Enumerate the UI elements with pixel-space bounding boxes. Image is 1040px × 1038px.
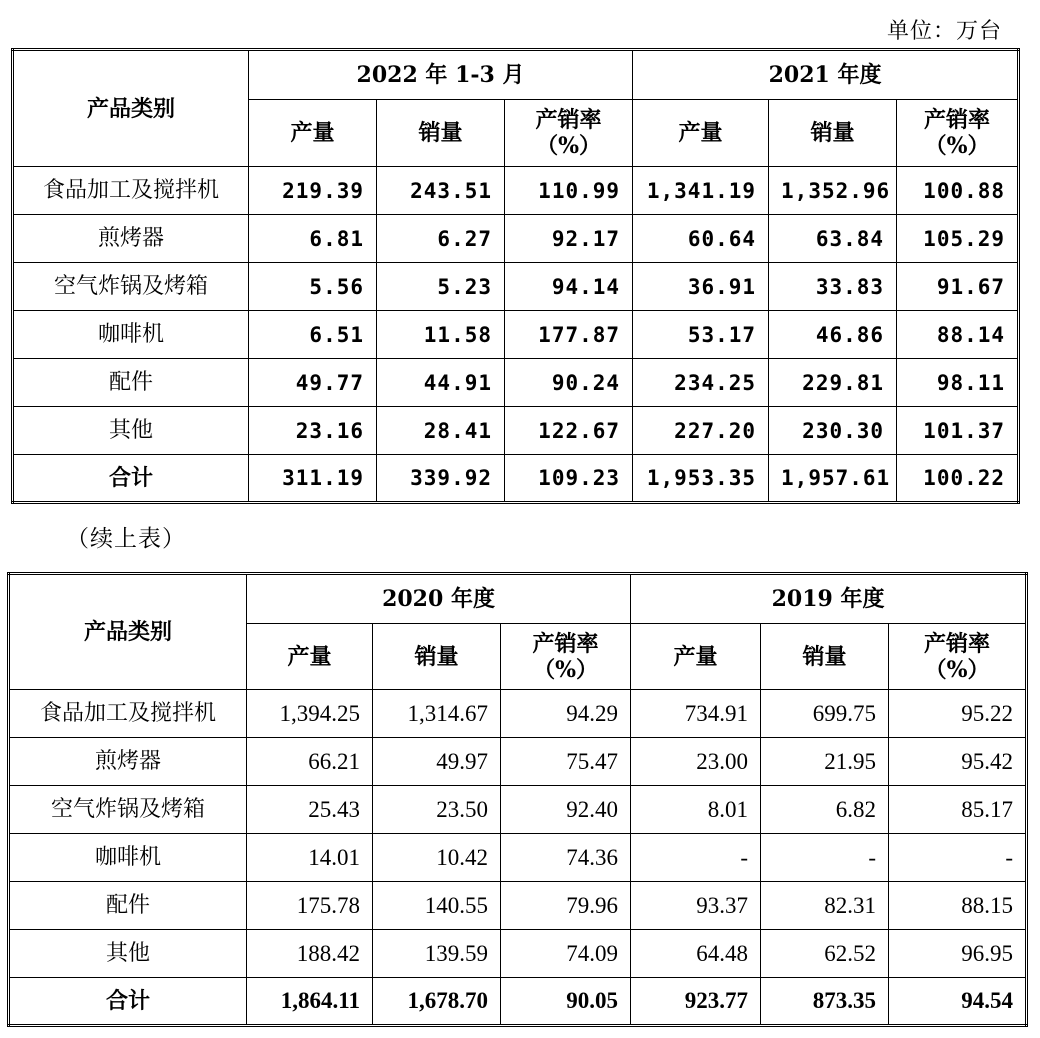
table-row bbox=[13, 359, 1019, 407]
cell-sales-a: 10.42 bbox=[373, 834, 501, 882]
cell-sales-b: 62.52 bbox=[761, 930, 889, 978]
cell-rate-b: 100.22 bbox=[897, 455, 1019, 503]
header-production: 产量 bbox=[631, 624, 761, 690]
production-sales-table-2 bbox=[7, 572, 1028, 1027]
table-row bbox=[9, 690, 1027, 738]
table-row bbox=[13, 215, 1019, 263]
cell-category: 食品加工及搅拌机 bbox=[13, 167, 249, 215]
cell-sales-a: 139.59 bbox=[373, 930, 501, 978]
header-rate-line2: （%） bbox=[924, 133, 990, 159]
cell-production-b: 227.20 bbox=[633, 407, 769, 455]
table-header-row bbox=[13, 50, 1019, 100]
table-row bbox=[13, 167, 1019, 215]
cell-production-a: 23.16 bbox=[249, 407, 377, 455]
header-rate bbox=[505, 100, 633, 167]
table-row bbox=[9, 834, 1027, 882]
cell-sales-a: 1,678.70 bbox=[373, 978, 501, 1026]
cell-rate-b: 91.67 bbox=[897, 263, 1019, 311]
table-header-row bbox=[9, 574, 1027, 624]
cell-rate-a: 74.09 bbox=[501, 930, 631, 978]
header-sales: 销量 bbox=[769, 100, 897, 167]
cell-sales-b: 82.31 bbox=[761, 882, 889, 930]
cell-rate-a: 94.14 bbox=[505, 263, 633, 311]
cell-rate-b: 100.88 bbox=[897, 167, 1019, 215]
cell-rate-a: 110.99 bbox=[505, 167, 633, 215]
cell-sales-b: 699.75 bbox=[761, 690, 889, 738]
cell-production-b: 93.37 bbox=[631, 882, 761, 930]
cell-sales-b: 33.83 bbox=[769, 263, 897, 311]
cell-sales-b: 63.84 bbox=[769, 215, 897, 263]
header-rate-line1: 产销率 bbox=[924, 107, 991, 133]
cell-category: 配件 bbox=[9, 882, 247, 930]
cell-rate-b: 88.15 bbox=[889, 882, 1027, 930]
cell-rate-b: 88.14 bbox=[897, 311, 1019, 359]
header-rate-line1: 产销率 bbox=[535, 107, 602, 133]
cell-sales-a: 28.41 bbox=[377, 407, 505, 455]
cell-sales-b: 1,352.96 bbox=[769, 167, 897, 215]
cell-production-a: 1,394.25 bbox=[247, 690, 373, 738]
cell-production-b: 23.00 bbox=[631, 738, 761, 786]
cell-category: 咖啡机 bbox=[13, 311, 249, 359]
cell-sales-a: 140.55 bbox=[373, 882, 501, 930]
header-period-2020: 2020 年度 bbox=[247, 574, 631, 624]
production-sales-table-1 bbox=[11, 48, 1020, 504]
header-rate bbox=[889, 624, 1027, 690]
cell-sales-a: 49.97 bbox=[373, 738, 501, 786]
cell-production-b: 1,341.19 bbox=[633, 167, 769, 215]
cell-sales-a: 11.58 bbox=[377, 311, 505, 359]
header-rate-line1: 产销率 bbox=[532, 630, 599, 657]
header-period-2021: 2021 年度 bbox=[633, 50, 1019, 100]
cell-production-b: 53.17 bbox=[633, 311, 769, 359]
cell-rate-a: 94.29 bbox=[501, 690, 631, 738]
header-rate-line1: 产销率 bbox=[924, 630, 991, 657]
cell-rate-a: 92.40 bbox=[501, 786, 631, 834]
cell-production-a: 5.56 bbox=[249, 263, 377, 311]
header-sales: 销量 bbox=[377, 100, 505, 167]
cell-sales-b: 21.95 bbox=[761, 738, 889, 786]
cell-sales-a: 243.51 bbox=[377, 167, 505, 215]
cell-production-a: 188.42 bbox=[247, 930, 373, 978]
cell-production-b: 60.64 bbox=[633, 215, 769, 263]
cell-category: 空气炸锅及烤箱 bbox=[13, 263, 249, 311]
header-period-2022q1: 2022 年 1-3 月 bbox=[249, 50, 633, 100]
table-row bbox=[9, 930, 1027, 978]
cell-sales-b: 230.30 bbox=[769, 407, 897, 455]
cell-rate-a: 74.36 bbox=[501, 834, 631, 882]
cell-production-b: 36.91 bbox=[633, 263, 769, 311]
cell-rate-b: 95.22 bbox=[889, 690, 1027, 738]
cell-production-b: 8.01 bbox=[631, 786, 761, 834]
cell-sales-b: - bbox=[761, 834, 889, 882]
cell-production-a: 6.51 bbox=[249, 311, 377, 359]
cell-production-b: 234.25 bbox=[633, 359, 769, 407]
table-row bbox=[13, 455, 1019, 503]
cell-category: 合计 bbox=[13, 455, 249, 503]
table-row bbox=[9, 786, 1027, 834]
cell-sales-a: 23.50 bbox=[373, 786, 501, 834]
cell-production-b: 64.48 bbox=[631, 930, 761, 978]
cell-category: 咖啡机 bbox=[9, 834, 247, 882]
header-category: 产品类别 bbox=[13, 50, 249, 167]
cell-sales-a: 44.91 bbox=[377, 359, 505, 407]
cell-production-b: 923.77 bbox=[631, 978, 761, 1026]
table-row bbox=[13, 407, 1019, 455]
cell-rate-a: 109.23 bbox=[505, 455, 633, 503]
header-rate bbox=[897, 100, 1019, 167]
table-row bbox=[9, 978, 1027, 1026]
header-category: 产品类别 bbox=[9, 574, 247, 690]
header-production: 产量 bbox=[633, 100, 769, 167]
cell-sales-b: 1,957.61 bbox=[769, 455, 897, 503]
cell-production-b: 734.91 bbox=[631, 690, 761, 738]
table-row bbox=[13, 311, 1019, 359]
cell-category: 配件 bbox=[13, 359, 249, 407]
cell-category: 煎烤器 bbox=[13, 215, 249, 263]
cell-rate-a: 177.87 bbox=[505, 311, 633, 359]
unit-label: 单位：万台 bbox=[886, 19, 1002, 44]
cell-sales-a: 6.27 bbox=[377, 215, 505, 263]
cell-rate-a: 92.17 bbox=[505, 215, 633, 263]
continuation-label: （续上表） bbox=[66, 526, 186, 552]
header-rate bbox=[501, 624, 631, 690]
cell-production-a: 66.21 bbox=[247, 738, 373, 786]
cell-production-b: 1,953.35 bbox=[633, 455, 769, 503]
header-rate-line2: （%） bbox=[536, 133, 601, 159]
cell-sales-b: 46.86 bbox=[769, 311, 897, 359]
cell-production-a: 219.39 bbox=[249, 167, 377, 215]
cell-production-a: 311.19 bbox=[249, 455, 377, 503]
table-row bbox=[9, 882, 1027, 930]
cell-rate-b: 98.11 bbox=[897, 359, 1019, 407]
cell-category: 食品加工及搅拌机 bbox=[9, 690, 247, 738]
cell-category: 其他 bbox=[13, 407, 249, 455]
table-row bbox=[13, 263, 1019, 311]
header-sales: 销量 bbox=[373, 624, 501, 690]
cell-production-a: 1,864.11 bbox=[247, 978, 373, 1026]
table-row bbox=[9, 738, 1027, 786]
header-period-2019: 2019 年度 bbox=[631, 574, 1027, 624]
cell-production-a: 49.77 bbox=[249, 359, 377, 407]
cell-category: 其他 bbox=[9, 930, 247, 978]
cell-sales-a: 1,314.67 bbox=[373, 690, 501, 738]
cell-rate-b: 94.54 bbox=[889, 978, 1027, 1026]
header-sales: 销量 bbox=[761, 624, 889, 690]
header-rate-line2: （%） bbox=[924, 656, 990, 683]
cell-rate-b: 96.95 bbox=[889, 930, 1027, 978]
cell-production-b: - bbox=[631, 834, 761, 882]
cell-rate-a: 75.47 bbox=[501, 738, 631, 786]
cell-production-a: 25.43 bbox=[247, 786, 373, 834]
header-production: 产量 bbox=[249, 100, 377, 167]
cell-rate-b: 85.17 bbox=[889, 786, 1027, 834]
cell-sales-b: 6.82 bbox=[761, 786, 889, 834]
header-rate-line2: （%） bbox=[533, 656, 598, 683]
cell-sales-b: 873.35 bbox=[761, 978, 889, 1026]
cell-production-a: 6.81 bbox=[249, 215, 377, 263]
cell-production-a: 14.01 bbox=[247, 834, 373, 882]
cell-sales-b: 229.81 bbox=[769, 359, 897, 407]
cell-rate-a: 122.67 bbox=[505, 407, 633, 455]
cell-category: 空气炸锅及烤箱 bbox=[9, 786, 247, 834]
cell-rate-a: 79.96 bbox=[501, 882, 631, 930]
cell-category: 煎烤器 bbox=[9, 738, 247, 786]
header-production: 产量 bbox=[247, 624, 373, 690]
cell-category: 合计 bbox=[9, 978, 247, 1026]
cell-rate-a: 90.05 bbox=[501, 978, 631, 1026]
cell-rate-b: 101.37 bbox=[897, 407, 1019, 455]
cell-production-a: 175.78 bbox=[247, 882, 373, 930]
cell-rate-b: - bbox=[889, 834, 1027, 882]
cell-rate-b: 105.29 bbox=[897, 215, 1019, 263]
cell-rate-a: 90.24 bbox=[505, 359, 633, 407]
cell-rate-b: 95.42 bbox=[889, 738, 1027, 786]
cell-sales-a: 5.23 bbox=[377, 263, 505, 311]
cell-sales-a: 339.92 bbox=[377, 455, 505, 503]
